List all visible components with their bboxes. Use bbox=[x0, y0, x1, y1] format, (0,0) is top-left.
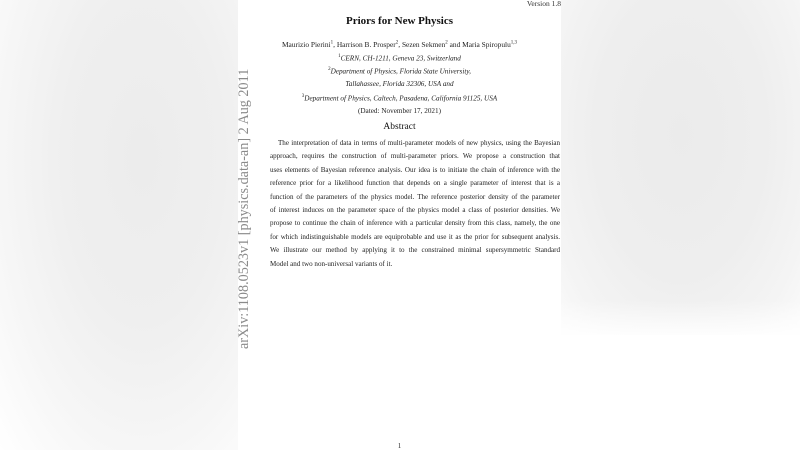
affiliation: $^1$CERN, CH-1211, Geneva 23, Switzerland bbox=[338, 54, 461, 63]
author: Maria Spiropulu$^{1,3}$ bbox=[462, 40, 518, 49]
author: Harrison B. Prosper$^2$, bbox=[336, 40, 402, 49]
version-label: Version 1.8 bbox=[526, 0, 561, 8]
abstract-line: for which indistinguishable models are equiprobable and use it as the prior for subsequent analysis. bbox=[270, 232, 560, 241]
affiliation-continued: Tallahassee, Florida 32306, USA and bbox=[345, 80, 454, 88]
abstract-line: of interest induces on the parameter space of the physics model a class of posterior densities. We bbox=[270, 205, 560, 214]
arxiv-stamp: arXiv:1108.0523v1 [physics.data-an] 2 Aug 2011 bbox=[236, 68, 252, 349]
abstract-line: reference prior for a likelihood function that depends on a single parameter of interest that is a bbox=[270, 179, 560, 188]
left-background bbox=[0, 0, 238, 450]
abstract-line: approach, requires the construction of multi-parameter priors. We propose a construction that bbox=[270, 152, 560, 161]
abstract-line: propose to continue the chain of inference with a particular density from this class, namely, the one bbox=[270, 219, 560, 228]
abstract-body bbox=[270, 137, 560, 271]
date-line: (Dated: November 17, 2021) bbox=[357, 107, 442, 115]
paper-title: Priors for New Physics bbox=[345, 15, 454, 27]
right-background bbox=[561, 0, 800, 335]
paper-page bbox=[238, 0, 561, 450]
author: Maurizio Pierini$^1$, bbox=[281, 40, 337, 49]
abstract-line: function of the parameters of the physics model. The reference posterior density of the parameter bbox=[270, 192, 560, 201]
page-number: 1 bbox=[397, 442, 402, 450]
right-background-fade bbox=[561, 300, 800, 340]
abstract-heading: Abstract bbox=[383, 122, 416, 132]
abstract-line: Model and two non-universal variants of it. bbox=[270, 259, 393, 268]
author: Sezen Sekmen$^2$ and bbox=[401, 40, 463, 49]
author-list bbox=[238, 40, 561, 49]
affiliation: $^2$Department of Physics, Florida State University, bbox=[328, 67, 471, 76]
abstract-line: We illustrate our method by applying it to the constrained minimal supersymmetric Standard bbox=[270, 246, 560, 255]
abstract-line: uses elements of Bayesian reference analysis. Our idea is to initiate the chain of inference with the bbox=[270, 165, 560, 174]
abstract-line: The interpretation of data in terms of multi-parameter models of new physics, using the Bayesian bbox=[278, 139, 560, 147]
affiliation: $^3$Department of Physics, Caltech, Pasadena, California 91125, USA bbox=[301, 94, 498, 103]
